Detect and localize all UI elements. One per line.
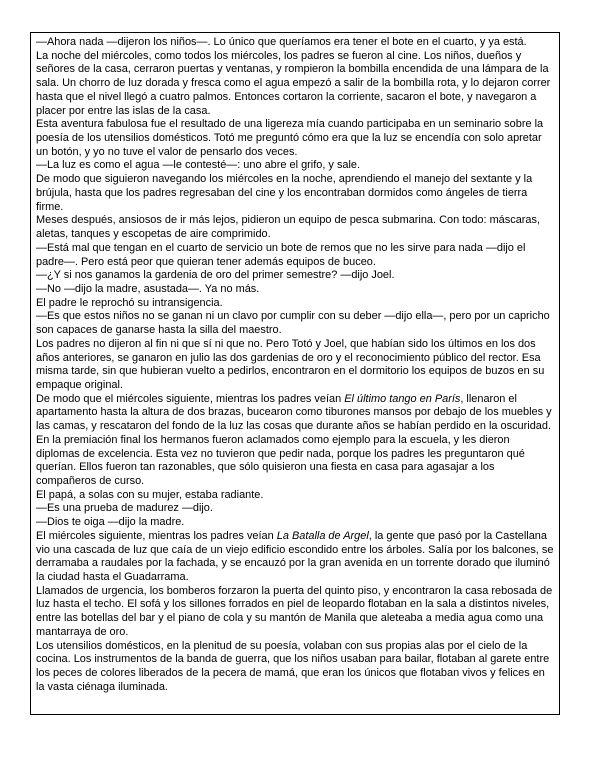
paragraph-text: De modo que el miércoles siguiente, mientras los padres veían xyxy=(36,392,345,405)
paragraph: El padre le reprochó su intransigencia. xyxy=(36,296,223,309)
paragraph: —Ahora nada —dijeron los niños—. Lo único que queríamos era tener el bote en el cuarto, y ya está. xyxy=(36,36,527,48)
paragraph: —Dios te oiga —dijo la madre. xyxy=(36,516,185,529)
paragraph xyxy=(36,530,555,585)
paragraph: —La luz es como el agua —le contesté—: uno abre el grifo, y sale. xyxy=(36,159,361,172)
paragraph xyxy=(36,393,555,434)
paragraph: De modo que siguieron navegando los miércoles en la noche, aprendiendo el manejo del sextante y la brújula, hasta que los padres regresaban del cine y los encontraban dormidos como ángeles de tierra firme. xyxy=(36,173,533,213)
paragraph: Los utensilios domésticos, en la plenitud de su poesía, volaban con sus propias alas por el cielo de la cocina. Los instrumentos de la banda de guerra, que los niños usaban para bailar, flotaban al garete entre los peces de colores liberados de la pecera de mamá, que eran los únicos que flotaban vivos y felices en la vasta ciénaga iluminada. xyxy=(36,639,550,693)
paragraph: Meses después, ansiosos de ir más lejos, pidieron un equipo de pesca submarina. Con todo: máscaras, aletas, tanques y escopetas de aire comprimido. xyxy=(36,214,541,241)
page-frame xyxy=(30,32,560,715)
paragraph: —Es una prueba de madurez —dijo. xyxy=(36,502,213,515)
paragraph: El papá, a solas con su mujer, estaba radiante. xyxy=(36,488,264,501)
paragraph: —¿Y si nos ganamos la gardenia de oro del primer semestre? —dijo Joel. xyxy=(36,269,395,282)
paragraph-text: , llenaron el apartamento hasta la altura de dos brazas, bucearon como tiburones mansos por debajo de los muebles y las camas, y rescataron del fondo de la luz las cosas que durante años se habían perdido en la oscuridad. xyxy=(36,392,552,433)
paragraph: —Es que estos niños no se ganan ni un clavo por cumplir con su deber —dijo ella—, pero por un capricho son capaces de ganarse hasta la silla del maestro. xyxy=(36,310,550,337)
paragraph: En la premiación final los hermanos fueron aclamados como ejemplo para la escuela, y les dieron diplomas de excelencia. Esta vez no tuvieron que pedir nada, porque los padres les preguntaron qué querían. Ellos fueron tan razonables, que sólo quisieron una fiesta en casa para agasajar a los compañeros de curso. xyxy=(36,433,525,487)
paragraph: La noche del miércoles, como todos los miércoles, los padres se fueron al cine. Los niños, dueños y señores de la casa, cerraron puertas y ventanas, y rompieron la bombilla encendida de una lámpara de la sala. Un chorro de luz dorada y fresca como el agua empezó a salir de la bombilla rota, y lo dejaron correr hasta que el nivel llegó a cuatro palmos. Entonces cortaron la corriente, sacaron el bote, y navegaron a placer por entre las islas de la casa. xyxy=(36,49,551,117)
paragraph: Esta aventura fabulosa fue el resultado de una ligereza mía cuando participaba en un seminario sobre la poesía de los utensilios domésticos. Totó me preguntó cómo era que la luz se encendía con solo apretar un botón, y yo no tuve el valor de pensarlo dos veces. xyxy=(36,118,544,158)
paragraph: —Está mal que tengan en el cuarto de servicio un bote de remos que no les sirve para nada —dijo el padre—. Pero está peor que quieran tener además equipos de buceo. xyxy=(36,241,526,268)
film-title: El último tango en París xyxy=(344,392,461,405)
paragraph-text: El miércoles siguiente, mientras los padres veían xyxy=(36,529,277,542)
document-text xyxy=(36,36,555,695)
paragraph: Llamados de urgencia, los bomberos forzaron la puerta del quinto piso, y encontraron la casa rebosada de luz hasta el techo. El sofá y los sillones forrados en piel de leopardo flotaban en la sala a distintos niveles, entre las botellas del bar y el piano de cola y su mantón de Manila que aleteaba a media agua como una mantarraya de oro. xyxy=(36,584,553,638)
paragraph-text: , la gente que pasó por la Castellana vio una cascada de luz que caía de un viejo edificio escondido entre los árboles. Salía por los balcones, se derramaba a raudales por la fachada, y se encauzó por la gran avenida en un torrente dorado que iluminó la ciudad hasta el Guadarrama. xyxy=(36,529,554,584)
paragraph: Los padres no dijeron al fin ni que sí ni que no. Pero Totó y Joel, que habían sido los últimos en los dos años anteriores, se ganaron en julio las dos gardenias de oro y el reconocimiento público del rector. Esa misma tarde, sin que hubieran vuelto a pedirlos, encontraron en el dormitorio los equipos de buzos en su empaque original. xyxy=(36,337,545,391)
paragraph: —No —dijo la madre, asustada—. Ya no más. xyxy=(36,282,260,295)
film-title: La Batalla de Argel xyxy=(276,529,369,542)
